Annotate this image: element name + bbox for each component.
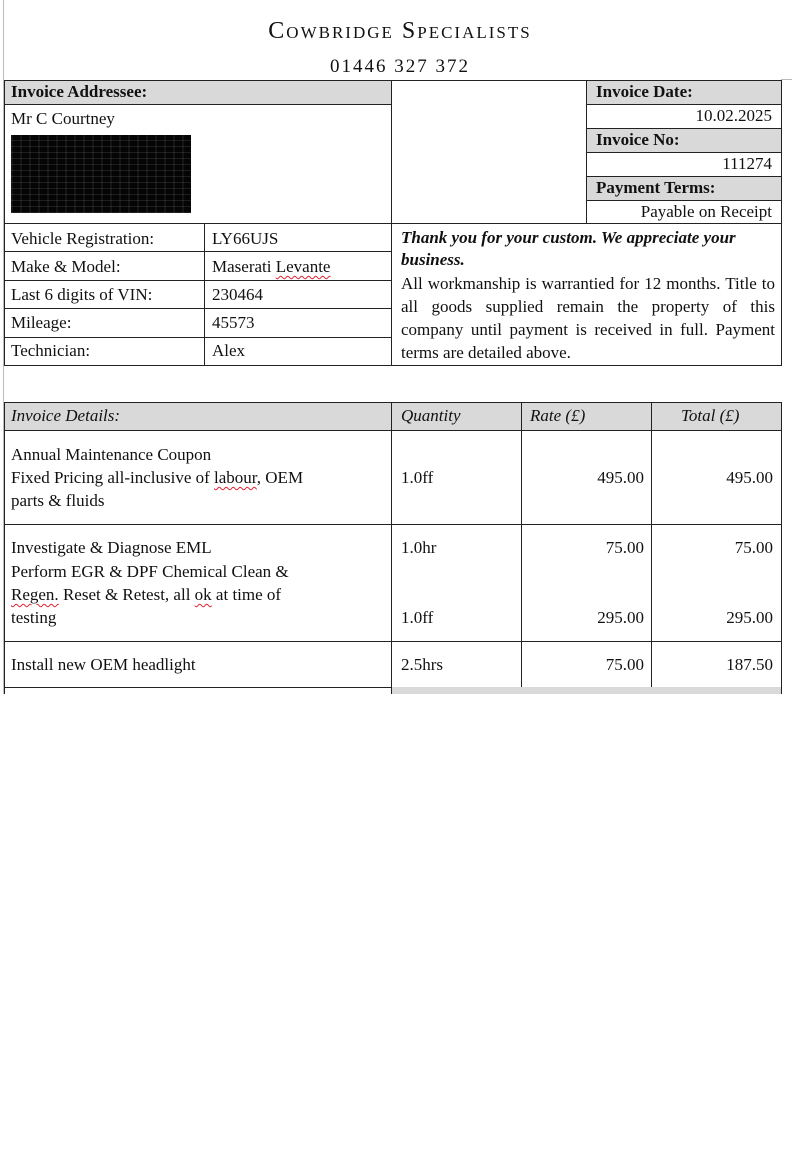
table-row-partial (4, 687, 392, 694)
vehicle-row-divider (4, 337, 392, 338)
invoice-number-value: 111274 (722, 154, 772, 173)
terms-note: All workmanship is warrantied for 12 months. Title to all goods supplied remain the property of this company until payment is received in full. Payment terms are detailed above. (401, 274, 775, 362)
item-quantity: 1.0hr (401, 538, 437, 557)
payment-terms-label: Payment Terms: (596, 178, 716, 197)
mileage-label: Mileage: (11, 313, 72, 332)
payment-terms-value: Payable on Receipt (640, 202, 772, 221)
make-model-value: Maserati Levante (212, 257, 331, 276)
spellcheck-flagged-word: Levante (275, 257, 331, 276)
blank-header-cell (391, 80, 587, 224)
table-row-partial-shaded (391, 687, 782, 694)
company-name: Cowbridge Specialists (268, 18, 532, 44)
spellcheck-flagged-word: ok (194, 585, 212, 604)
mileage-value: 45573 (212, 313, 255, 332)
item-total: 495.00 (726, 468, 773, 487)
rate-header: Rate (£) (530, 406, 586, 425)
redacted-address (11, 135, 191, 213)
thank-you-note: Thank you for your custom. We appreciate your business. (401, 228, 736, 269)
page-edge-top (781, 79, 792, 80)
item-rate: 495.00 (597, 468, 644, 487)
spellcheck-flagged-word: labour (214, 468, 257, 487)
invoice-date-value: 10.02.2025 (695, 106, 772, 125)
item-total: 187.50 (726, 655, 773, 674)
item-description: testing (11, 608, 57, 627)
quantity-header: Quantity (401, 406, 461, 425)
vehicle-registration-value: LY66UJS (212, 229, 279, 248)
company-phone: 01446 327 372 (330, 56, 470, 77)
technician-value: Alex (212, 341, 246, 360)
item-total: 75.00 (734, 538, 773, 557)
addressee-label: Invoice Addressee: (11, 82, 148, 101)
item-description: Install new OEM headlight (11, 655, 196, 674)
item-description: Regen. Reset & Retest, all ok at time of (11, 585, 282, 604)
item-quantity: 1.0ff (401, 468, 434, 487)
vehicle-row-divider (4, 251, 392, 252)
item-rate: 75.00 (605, 655, 644, 674)
vin-label: Last 6 digits of VIN: (11, 285, 153, 304)
item-description: Investigate & Diagnose EML (11, 538, 212, 557)
addressee-name: Mr C Courtney (11, 109, 115, 128)
item-description: Fixed Pricing all-inclusive of labour, OEM (11, 468, 304, 487)
item-description: Annual Maintenance Coupon (11, 445, 212, 464)
vin-value: 230464 (212, 285, 263, 304)
spellcheck-flagged-word: Regen. (11, 585, 59, 604)
details-header: Invoice Details: (11, 406, 121, 425)
item-description: Perform EGR & DPF Chemical Clean & (11, 562, 289, 581)
vehicle-row-divider (4, 280, 392, 281)
item-quantity: 2.5hrs (401, 655, 444, 674)
vehicle-registration-label: Vehicle Registration: (11, 229, 155, 248)
total-header: Total (£) (681, 406, 740, 425)
item-quantity: 1.0ff (401, 608, 434, 627)
item-description: parts & fluids (11, 491, 105, 510)
invoice-date-label: Invoice Date: (596, 82, 693, 101)
item-total: 295.00 (726, 608, 773, 627)
item-rate: 75.00 (605, 538, 644, 557)
item-rate: 295.00 (597, 608, 644, 627)
make-model-label: Make & Model: (11, 257, 121, 276)
invoice-number-label: Invoice No: (596, 130, 680, 149)
vehicle-row-divider (4, 308, 392, 309)
technician-label: Technician: (11, 341, 91, 360)
